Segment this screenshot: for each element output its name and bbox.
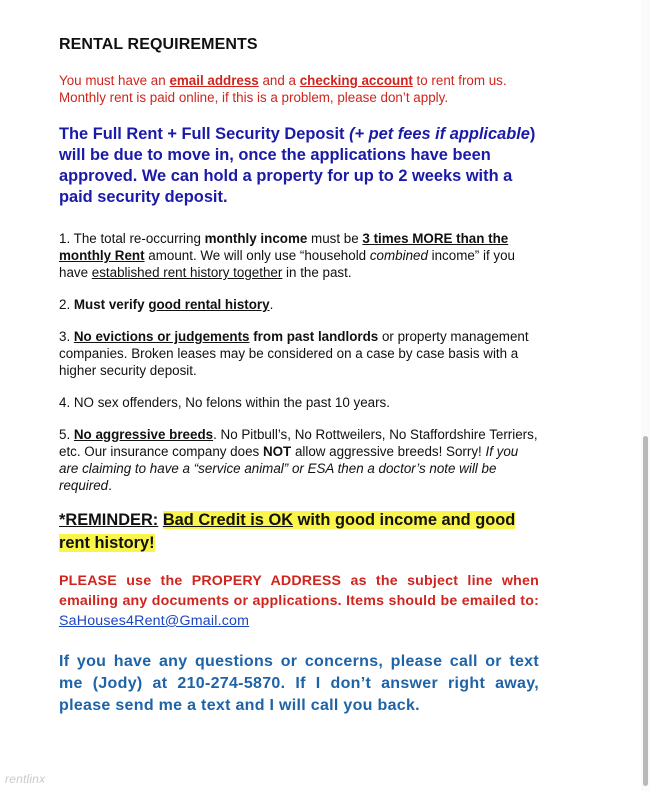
breeds-text-c: . No Pitbull’s, No Rottweilers, No Staffordshire Terriers, etc. Our insurance company does — [59, 427, 538, 459]
intro-text-2: and a — [258, 73, 300, 88]
breeds-text-e: allow aggressive breeds! Sorry! — [291, 444, 486, 459]
evictions-text-d: or property management companies. Broken leases may be considered on a case by case basis with a higher security deposit. — [59, 329, 529, 378]
income-text-i: in the past. — [282, 265, 352, 280]
requirement-rental-history — [59, 296, 539, 313]
requirement-no-aggressive-breeds — [59, 426, 539, 494]
contact-email-link[interactable]: SaHouses4Rent@Gmail.com — [59, 613, 250, 629]
intro-text-1: You must have an — [59, 73, 170, 88]
history-text-b: Must verify — [73, 297, 149, 312]
document-title: RENTAL REQUIREMENTS — [59, 36, 258, 53]
history-text-c: good rental history — [148, 297, 270, 312]
income-text-d: 3 times MORE than the monthly Rent — [59, 231, 509, 263]
income-text-g: income” if you have — [59, 248, 515, 280]
breeds-text-a: 5. — [59, 427, 74, 442]
intro-online-rent: Monthly rent is paid online, if this is a problem, please don’t apply. — [59, 90, 449, 105]
breeds-text-b: No aggressive breeds — [73, 427, 214, 442]
intro-paragraph — [59, 72, 539, 106]
reminder-rest: with good income and good rent history! — [59, 511, 516, 552]
deposit-text-2: ) will be due to move in, once the applications have been approved. We can hold a property for up to 2 weeks with a paid security deposit. — [59, 125, 536, 206]
deposit-paragraph — [59, 124, 539, 208]
breeds-text-g: . — [108, 478, 112, 493]
deposit-text-1: The Full Rent + Full Security Deposit — [59, 125, 350, 143]
intro-text-3: to rent from us. — [412, 73, 507, 88]
income-text-f: combined — [369, 248, 428, 263]
bad-credit-ok: Bad Credit is OK — [162, 511, 294, 529]
reminder-paragraph — [59, 509, 539, 555]
contact-paragraph: If you have any questions or concerns, please call or text me (Jody) at 210-274-5870. If I don’t answer right away, please send me a text and I will call you back. — [59, 653, 539, 714]
subject-line-paragraph — [59, 571, 539, 631]
scrollbar-thumb[interactable] — [643, 436, 648, 786]
subject-text: PLEASE use the PROPERY ADDRESS as the subject line when emailing any documents or applications. Items should be emailed to: — [59, 573, 539, 609]
income-text-e: amount. We will only use “household — [144, 248, 370, 263]
income-text-h: established rent history together — [91, 265, 283, 280]
breeds-text-d: NOT — [262, 444, 292, 459]
requirement-no-evictions — [59, 328, 539, 379]
income-text-a: 1. The total re-occurring — [59, 231, 205, 246]
evictions-text-a: 3. — [59, 329, 74, 344]
reminder-label: *REMINDER: — [59, 511, 159, 529]
checking-requirement: checking account — [299, 73, 413, 88]
vertical-scrollbar[interactable] — [641, 0, 650, 791]
rental-requirements-document — [59, 36, 539, 717]
requirement-no-offenders: 4. NO sex offenders, No felons within the past 10 years. — [59, 395, 390, 410]
evictions-text-c: from past landlords — [249, 329, 379, 344]
pet-fees-note: (+ pet fees if applicable — [349, 125, 530, 143]
history-text-a: 2. — [59, 297, 74, 312]
income-text-b: monthly income — [204, 231, 308, 246]
requirement-income — [59, 230, 539, 281]
evictions-text-b: No evictions or judgements — [73, 329, 250, 344]
income-text-c: must be — [307, 231, 363, 246]
history-text-d: . — [269, 297, 274, 312]
rentlinx-watermark: rentlinx — [5, 772, 46, 786]
breeds-text-f: If you are claiming to have a “service animal” or ESA then a doctor’s note will be required — [59, 444, 519, 493]
email-requirement: email address — [169, 73, 259, 88]
